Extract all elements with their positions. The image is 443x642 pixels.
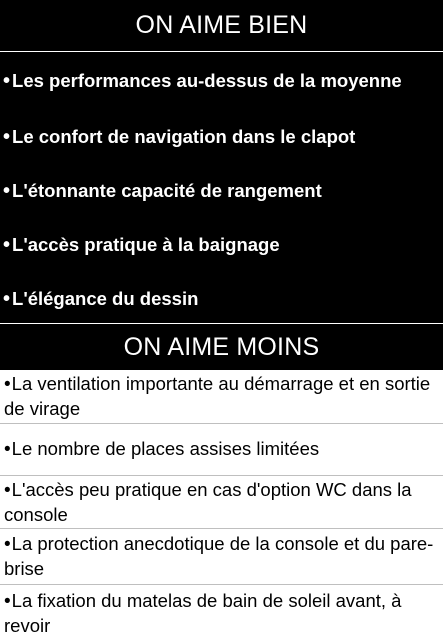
- bullet-icon: •: [4, 439, 11, 460]
- bullet-icon: •: [4, 479, 11, 501]
- cons-item-text: La fixation du matelas de bain de soleil avant, à revoir: [4, 590, 402, 636]
- bullet-icon: •: [3, 287, 11, 310]
- pros-item-text: L'élégance du dessin: [12, 288, 199, 309]
- bullet-icon: •: [3, 233, 11, 256]
- bullet-icon: •: [4, 591, 11, 612]
- cons-list-item: [0, 476, 443, 529]
- bullet-icon: •: [4, 534, 11, 555]
- cons-item-text: La ventilation importante au démarrage et en sortie de virage: [4, 373, 431, 419]
- bullet-icon: •: [3, 69, 11, 92]
- cons-list-item: [0, 424, 443, 476]
- pros-item-text: L'étonnante capacité de rangement: [12, 180, 322, 201]
- pros-list-item: [0, 110, 443, 164]
- pros-title: ON AIME BIEN: [135, 11, 308, 39]
- cons-item-text: Le nombre de places assises limitées: [11, 438, 320, 459]
- pros-list-item: [0, 272, 443, 326]
- cons-item-text: L'accès peu pratique en cas d'option WC dans la console: [4, 478, 412, 525]
- bullet-icon: •: [3, 125, 11, 148]
- pros-list-item: [0, 218, 443, 272]
- cons-list-item: [0, 529, 443, 585]
- cons-list-item: [0, 370, 443, 424]
- cons-list-item: [0, 585, 443, 642]
- pros-item-text: Les performances au-dessus de la moyenne: [12, 70, 402, 91]
- pros-item-text: Le confort de navigation dans le clapot: [12, 126, 356, 147]
- cons-title: ON AIME MOINS: [123, 332, 320, 361]
- pros-header: [0, 0, 443, 52]
- pros-list-item: [0, 164, 443, 218]
- bullet-icon: •: [3, 179, 11, 202]
- cons-item-text: La protection anecdotique de la console et du pare-brise: [4, 533, 434, 579]
- cons-header: [0, 324, 443, 370]
- cons-section: [0, 324, 443, 642]
- pros-list: [0, 52, 443, 326]
- cons-list: [0, 370, 443, 642]
- pros-item-text: L'accès pratique à la baignage: [12, 234, 280, 255]
- bullet-icon: •: [4, 374, 11, 395]
- pros-list-item: [0, 52, 443, 110]
